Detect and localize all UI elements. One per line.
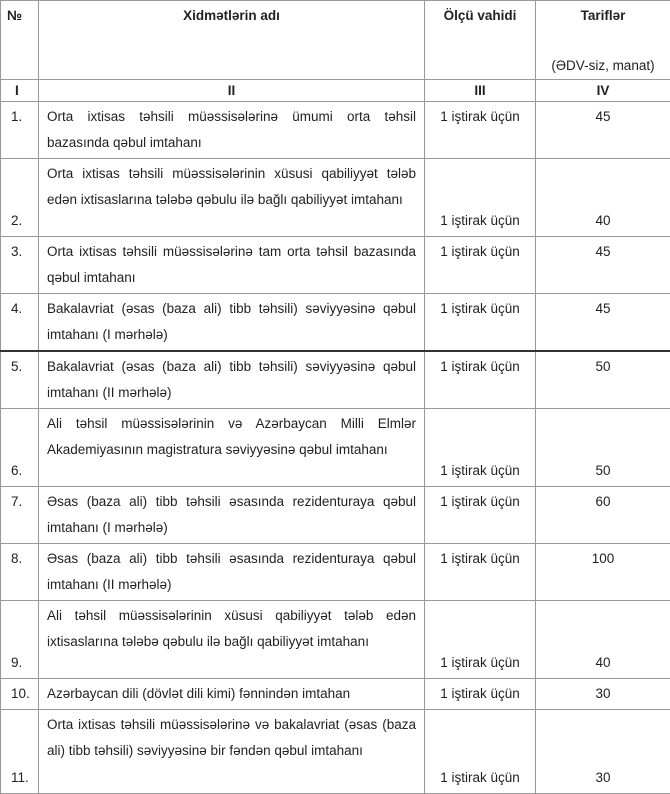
row-unit: 1 iştirak üçün — [425, 544, 536, 601]
row-number: 3. — [1, 237, 39, 294]
row-service-name: Bakalavriat (əsas (baza ali) tibb təhsili) səviyyəsinə qəbul imtahanı (I mərhələ) — [39, 294, 425, 352]
table-row — [1, 351, 670, 409]
row-tariff: 40 — [536, 601, 670, 679]
table-row — [1, 679, 670, 710]
row-number: 1. — [1, 102, 39, 159]
table-row — [1, 601, 670, 679]
roman-2: II — [39, 80, 425, 102]
row-number: 5. — [1, 351, 39, 409]
roman-numeral-row — [1, 80, 670, 102]
row-unit: 1 iştirak üçün — [425, 487, 536, 544]
row-unit: 1 iştirak üçün — [425, 409, 536, 487]
row-unit: 1 iştirak üçün — [425, 237, 536, 294]
row-service-name: Azərbaycan dili (dövlət dili kimi) fənnindən imtahan — [39, 679, 425, 710]
row-unit: 1 iştirak üçün — [425, 102, 536, 159]
row-tariff: 50 — [536, 351, 670, 409]
row-number: 7. — [1, 487, 39, 544]
table-row — [1, 294, 670, 352]
header-tariff — [536, 1, 670, 80]
header-service-name: Xidmətlərin adı — [39, 1, 425, 80]
table-row — [1, 159, 670, 237]
row-service-name: Ali təhsil müəssisələrinin və Azərbaycan Milli Elmlər Akademiyasının magistratura səviyyəsinə qəbul imtahanı — [39, 409, 425, 487]
row-number: 6. — [1, 409, 39, 487]
row-number: 10. — [1, 679, 39, 710]
header-row — [1, 1, 670, 80]
row-unit: 1 iştirak üçün — [425, 710, 536, 794]
table-row — [1, 237, 670, 294]
roman-4: IV — [536, 80, 670, 102]
row-service-name: Orta ixtisas təhsili müəssisələrinə tam orta təhsil bazasında qəbul imtahanı — [39, 237, 425, 294]
row-service-name: Ali təhsil müəssisələrinin xüsusi qabiliyyət tələb edən ixtisaslarına tələbə qəbulu ilə bağlı qabiliyyət imtahanı — [39, 601, 425, 679]
header-number: № — [1, 1, 39, 80]
row-tariff: 100 — [536, 544, 670, 601]
table-row — [1, 409, 670, 487]
roman-1: I — [1, 80, 39, 102]
roman-3: III — [425, 80, 536, 102]
row-service-name: Əsas (baza ali) tibb təhsili əsasında rezidenturaya qəbul imtahanı (II mərhələ) — [39, 544, 425, 601]
row-unit: 1 iştirak üçün — [425, 601, 536, 679]
header-unit: Ölçü vahidi — [425, 1, 536, 80]
row-unit: 1 iştirak üçün — [425, 351, 536, 409]
row-tariff: 30 — [536, 710, 670, 794]
row-tariff: 45 — [536, 237, 670, 294]
table-row — [1, 102, 670, 159]
row-tariff: 60 — [536, 487, 670, 544]
table-row — [1, 544, 670, 601]
row-unit: 1 iştirak üçün — [425, 159, 536, 237]
row-service-name: Əsas (baza ali) tibb təhsili əsasında rezidenturaya qəbul imtahanı (I mərhələ) — [39, 487, 425, 544]
header-tariff-label: Tariflər — [581, 8, 626, 23]
row-tariff: 45 — [536, 102, 670, 159]
row-service-name: Orta ixtisas təhsili müəssisələrinin xüsusi qabiliyyət tələb edən ixtisaslarına tələbə qəbulu ilə bağlı qabiliyyət imtahanı — [39, 159, 425, 237]
row-number: 8. — [1, 544, 39, 601]
row-tariff: 45 — [536, 294, 670, 352]
row-unit: 1 iştirak üçün — [425, 294, 536, 352]
table-row — [1, 710, 670, 794]
row-service-name: Bakalavriat (əsas (baza ali) tibb təhsili) səviyyəsinə qəbul imtahanı (II mərhələ) — [39, 351, 425, 409]
row-tariff: 50 — [536, 409, 670, 487]
header-tariff-note: (ƏDV-siz, manat) — [536, 53, 670, 79]
row-tariff: 40 — [536, 159, 670, 237]
row-unit: 1 iştirak üçün — [425, 679, 536, 710]
row-number: 4. — [1, 294, 39, 352]
row-tariff: 30 — [536, 679, 670, 710]
table-row — [1, 487, 670, 544]
row-service-name: Orta ixtisas təhsili müəssisələrinə və bakalavriat (əsas (baza ali) tibb təhsili) səviyyəsinə bir fəndən qəbul imtahanı — [39, 710, 425, 794]
row-number: 11. — [1, 710, 39, 794]
row-number: 9. — [1, 601, 39, 679]
row-service-name: Orta ixtisas təhsili müəssisələrinə ümumi orta təhsil bazasında qəbul imtahanı — [39, 102, 425, 159]
row-number: 2. — [1, 159, 39, 237]
